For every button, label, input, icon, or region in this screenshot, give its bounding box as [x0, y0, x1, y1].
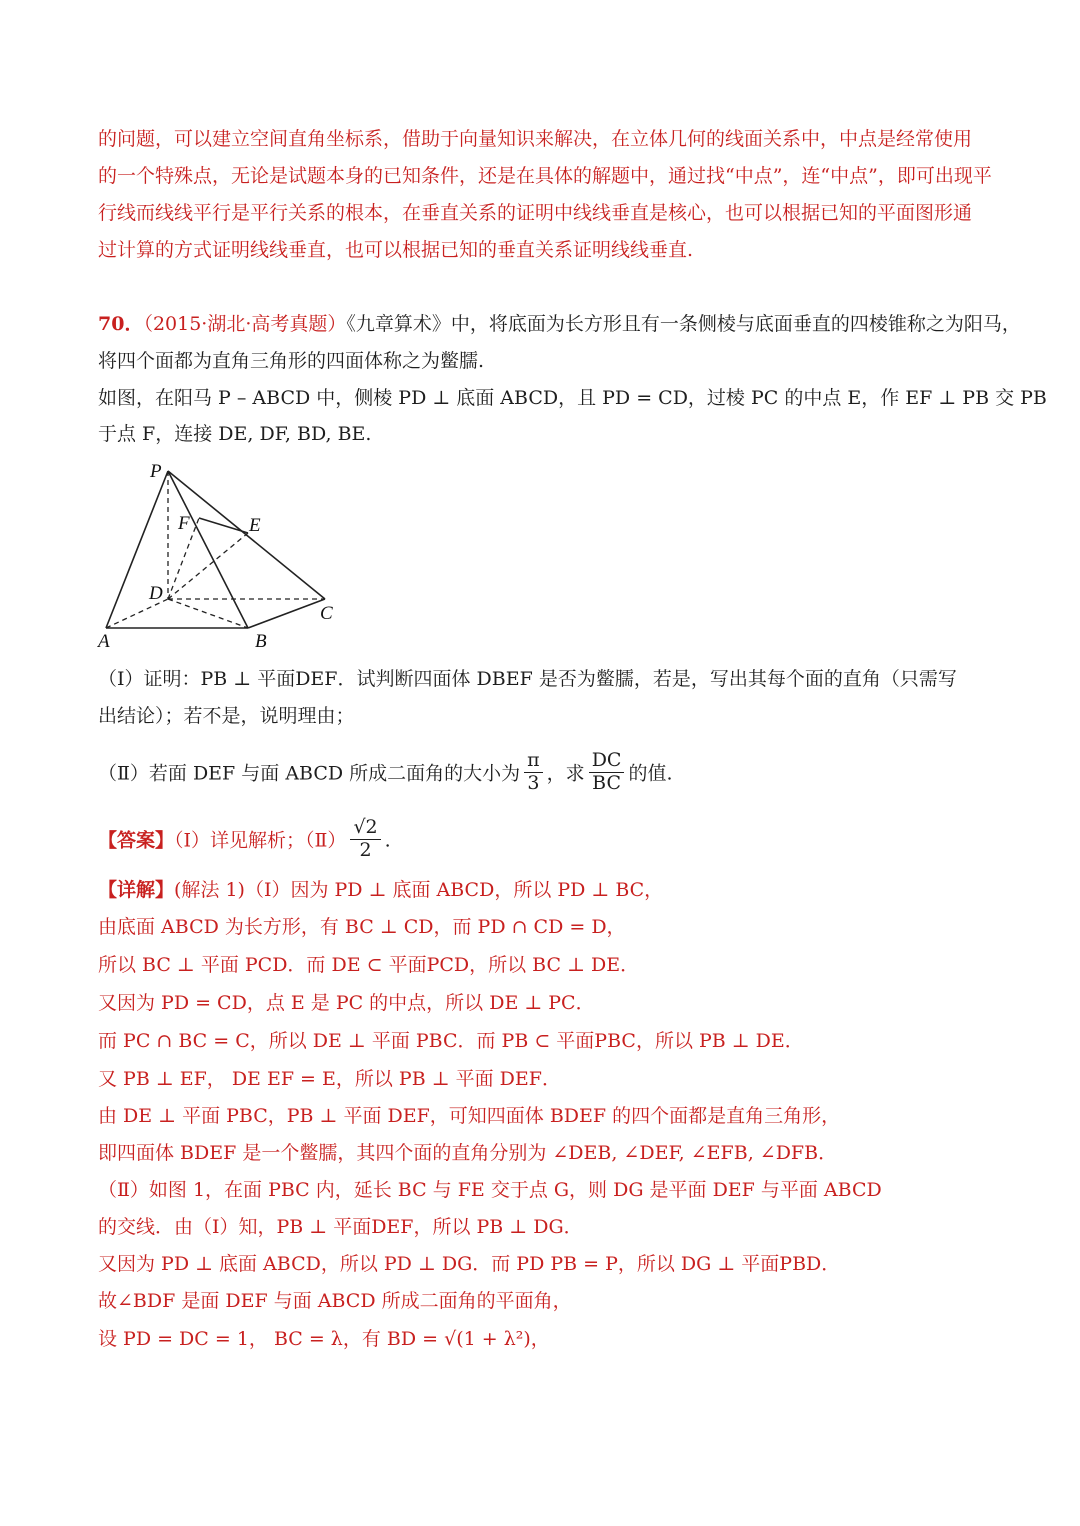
edge-DE	[168, 533, 248, 599]
answer-line	[98, 816, 391, 863]
solution-first-line: (解法 1)（Ⅰ）因为 PD ⊥ 底面 ABCD，所以 PD ⊥ BC，	[174, 879, 664, 901]
solution-line: 由底面 ABCD 为长方形，有 BC ⊥ CD，而 PD ∩ CD = D，	[98, 916, 626, 938]
intro-line-4: 过计算的方式证明线线垂直，也可以根据已知的垂直关系证明线线垂直.	[98, 239, 694, 261]
answer-text: （Ⅰ）详见解析；（Ⅱ）	[174, 829, 347, 852]
angle-fraction	[524, 751, 543, 794]
label-F: F	[178, 513, 190, 534]
ratio-fraction-den: BC	[592, 771, 621, 794]
label-B: B	[255, 631, 267, 652]
part1-line-2: 出结论）；若不是，说明理由；	[98, 705, 355, 727]
intro-line-1: 的问题，可以建立空间直角坐标系，借助于向量知识来解决，在立体几何的线面关系中，中点是经常使用	[98, 128, 973, 150]
solution-line: 由 DE ⊥ 平面 PBC，PB ⊥ 平面 DEF，可知四面体 BDEF 的四个面都是直角三角形，	[98, 1105, 841, 1127]
problem-line-3: 如图，在阳马 P – ABCD 中，侧棱 PD ⊥ 底面 ABCD，且 PD = CD，过棱 PC 的中点 E，作 EF ⊥ PB 交 PB	[98, 387, 1047, 409]
solution-line: 又因为 PD ⊥ 底面 ABCD，所以 PD ⊥ DG．而 PD PB = P，所以 DG ⊥ 平面PBD．	[98, 1253, 841, 1275]
answer-fraction-num: √2	[350, 818, 380, 840]
problem-line-4: 于点 F，连接 DE, DF, BD, BE.	[98, 423, 372, 445]
answer-end: .	[384, 829, 391, 852]
problem-line-2: 将四个面都为直角三角形的四面体称之为鳖臑.	[98, 350, 485, 372]
angle-fraction-den: 3	[527, 771, 540, 794]
part2-suffix: 的值.	[628, 762, 673, 785]
edge-BC	[248, 599, 325, 628]
label-P: P	[150, 461, 162, 482]
part2-mid: ，求	[546, 762, 585, 785]
solution-line: 所以 BC ⊥ 平面 PCD．而 DE ⊂ 平面PCD，所以 BC ⊥ DE．	[98, 954, 640, 976]
answer-fraction-den: 2	[359, 838, 372, 861]
solution-line: 即四面体 BDEF 是一个鳖臑，其四个面的直角分别为 ∠DEB, ∠DEF, ∠EFB, ∠DFB．	[98, 1142, 838, 1164]
solution-line: 设 PD = DC = 1， BC = λ，有 BD = √(1 + λ²)，	[98, 1328, 550, 1350]
label-A: A	[98, 631, 110, 652]
solution-line: 的交线．由（Ⅰ）知，PB ⊥ 平面DEF，所以 PB ⊥ DG．	[98, 1216, 583, 1238]
solution-tag: 【详解】	[98, 879, 175, 901]
part2-prefix: （Ⅱ）若面 DEF 与面 ABCD 所成二面角的大小为	[98, 762, 521, 785]
label-E: E	[249, 515, 261, 536]
solution-line: 而 PC ∩ BC = C，所以 DE ⊥ 平面 PBC．而 PB ⊂ 平面PBC，所以 PB ⊥ DE．	[98, 1030, 804, 1052]
answer-fraction	[350, 818, 380, 861]
edge-FE	[199, 518, 248, 533]
label-D: D	[149, 583, 163, 604]
label-C: C	[320, 603, 333, 624]
solution-line-1	[98, 877, 663, 903]
ratio-fraction-num: DC	[589, 751, 625, 773]
ratio-fraction	[589, 751, 625, 794]
edge-PA	[106, 471, 168, 628]
solution-line: 故∠BDF 是面 DEF 与面 ABCD 所成二面角的平面角，	[98, 1290, 572, 1312]
pyramid-figure	[96, 456, 356, 656]
problem-source: （2015·湖北·高考真题）	[143, 313, 347, 335]
problem-statement: 《九章算术》中，将底面为长方形且有一条侧棱与底面垂直的四棱锥称之为阳马，	[346, 313, 1021, 335]
part2-line	[98, 749, 673, 796]
angle-fraction-num: π	[524, 751, 543, 773]
part1-line-1: （Ⅰ）证明：PB ⊥ 平面DEF．试判断四面体 DBEF 是否为鳖臑，若是，写出其每个面的直角（只需写	[98, 668, 957, 690]
solution-line: 又 PB ⊥ EF， DE EF = E，所以 PB ⊥ 平面 DEF．	[98, 1068, 561, 1090]
solution-line: （Ⅱ）如图 1，在面 PBC 内，延长 BC 与 FE 交于点 G，则 DG 是平面 DEF 与平面 ABCD	[98, 1179, 882, 1201]
intro-line-3: 行线而线线平行是平行关系的根本，在垂直关系的证明中线线垂直是核心，也可以根据已知的平面图形通	[98, 202, 973, 224]
answer-tag: 【答案】	[98, 829, 175, 852]
solution-line: 又因为 PD = CD，点 E 是 PC 的中点，所以 DE ⊥ PC．	[98, 992, 595, 1014]
problem-title-line	[98, 311, 1021, 337]
intro-line-2: 的一个特殊点，无论是试题本身的已知条件，还是在具体的解题中，通过找“中点”，连“中点”，即可出现平	[98, 165, 992, 187]
problem-number: 70．	[98, 313, 144, 335]
edge-PB	[168, 471, 248, 628]
